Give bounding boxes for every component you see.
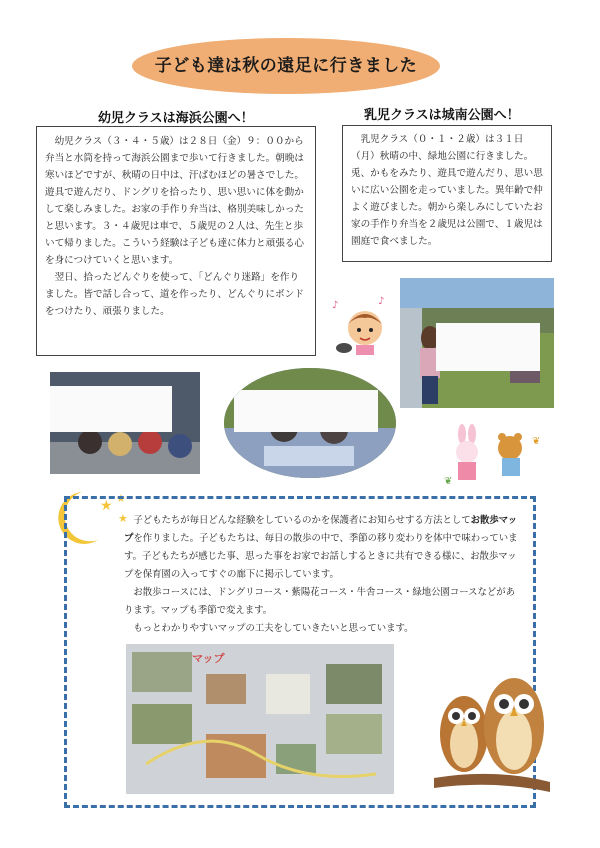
page-title: 子ども達は秋の遠足に行きました (154, 56, 418, 76)
svg-text:♪: ♪ (332, 300, 339, 311)
left-heading: 幼児クラスは海浜公園へ！ (98, 111, 254, 126)
svg-text:★: ★ (116, 492, 126, 505)
svg-text:★: ★ (118, 512, 128, 525)
right-text-box (342, 125, 552, 262)
nursery-park-photo (400, 278, 554, 408)
right-heading: 乳児クラスは城南公園へ！ (364, 108, 520, 123)
walk-map-text (124, 512, 524, 638)
map-paragraph-1: 子どもたちが毎日どんな経験をしているのかを保護者にお知らせする方法としてお散歩マップを作りました。子どもたちは、毎日の散歩の中で、季節の移り変わりを体中で味わっています。子どもたちが感じた事、思った事をお家でお話しするときに共有できる様に、お散歩マップを保育園の入ってすぐの廊下に掲示しています。 (124, 515, 518, 580)
map-label: マップ (192, 652, 225, 665)
svg-text:❦: ❦ (444, 476, 453, 487)
svg-text:★: ★ (100, 498, 113, 514)
owls-illustration (434, 660, 550, 800)
animals-illustration (440, 424, 550, 490)
map-paragraph-3: もっとわかりやすいマップの工夫をしていきたいと思っています。 (133, 623, 414, 634)
svg-text:♪: ♪ (378, 296, 385, 307)
left-paragraph-2: 翌日、拾ったどんぐりを使って、「どんぐり迷路」を作りました。皆で話し合って、道を作ったり、どんぐりにボンドをつけたり、頑張りました。 (45, 272, 304, 317)
left-paragraph-1: 幼児クラス（３・４・５歳）は２８日（金）９：００から弁当と水筒を持って海浜公園まで歩いて行きました。朝晩は寒いほどですが、秋晴の日中は、汗ばむほどの暑さでした。遊具で遊んだり、ドングリを拾ったり、思い思いに体を動かして楽しみました。お家の手作り弁当は、格別美味しかったと思います。３・４歳児は車で、５歳児の２人は、先生と歩いて帰りました。こういう経験は子ども達に体力と頑張る心を身につけていくと思います。 (45, 136, 305, 266)
walk-map-photo (126, 644, 394, 794)
left-text-box (36, 126, 316, 356)
map-paragraph-2: お散歩コースには、ドングリコース・紫陽花コース・牛舎コース・緑地公園コースなどがあります。マップも季節で変えます。 (124, 587, 516, 616)
kindergarten-walk-photo (50, 372, 200, 474)
child-illustration (330, 290, 400, 360)
right-paragraph-1: 乳児クラス（０・１・２歳）は３１日（月）秋晴の中、緑地公園に行きました。兎、かもをみたり、遊具で遊んだり、思い思いに広い公園を走っていました。異年齢で仲よく遊びました。朝から楽しみにしていたお家の手作り弁当を２歳児は公園で、１歳児は園庭で食べました。 (351, 134, 543, 247)
kindergarten-lunch-photo (224, 368, 396, 478)
svg-text:❦: ❦ (532, 436, 541, 447)
